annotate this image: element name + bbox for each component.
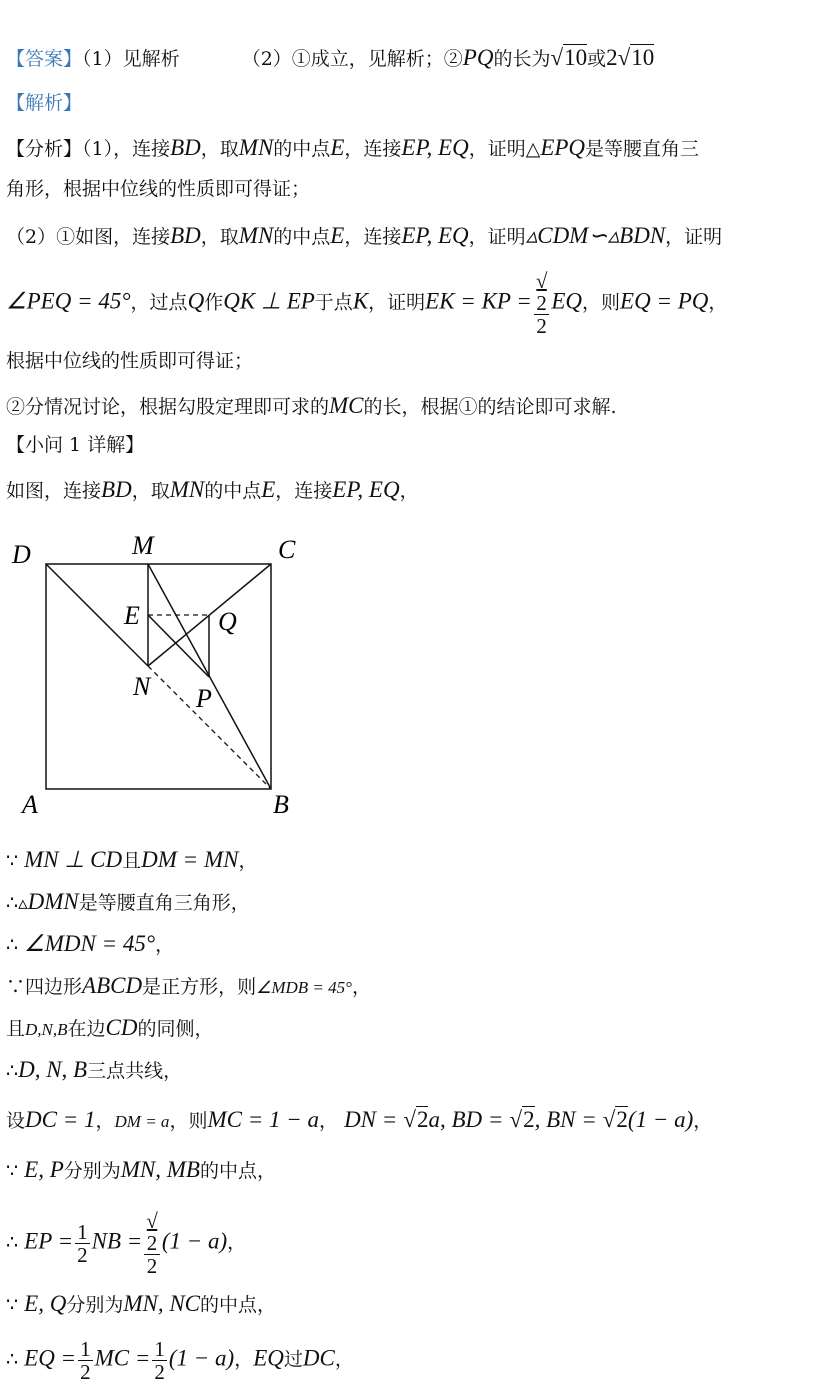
answer-line [6,44,654,72]
label-D: D [12,540,31,569]
segment-ep [148,615,209,677]
label-E: E [124,601,140,630]
intro-line: 如图，连接BD，取MN的中点E，连接EP, EQ， [6,477,419,502]
label-M: M [132,531,154,560]
label-Q: Q [218,607,237,636]
proof-line-10: ∵ E, Q分别为MN, NC的中点， [6,1291,277,1316]
fenxi-line-4: ∠PEQ = 45°，过点Q作QK ⊥ EP于点K，证明EK = KP = √ 2 2 EQ，则EQ = PQ， [6,269,728,339]
fenxi-line-3: （2）①如图，连接BD，取MN的中点E，连接EP, EQ，证明▵CDM∽▵BDN，证明 [6,223,723,248]
answer-coef: 2 [606,45,618,70]
answer-part2: （2）①成立，见解析；② [241,48,463,70]
label-A: A [22,790,38,819]
answer-tag: 【答案】 [6,48,83,70]
proof-line-7: 设DC = 1，DM = a，则MC = 1 − a， DN = √2a, BD = √2, BN = √2(1 − a)， [6,1107,713,1132]
proof-line-11: ∴ EQ = $\frac{1}{2}$ MC = $\frac{1}{2}$ (1 − a)，EQ过DC， [6,1337,354,1385]
fenxi-line-5: 根据中位线的性质即可得证； [6,350,254,372]
analysis-tag: 【解析】 [6,92,83,114]
proof-line-8: ∵ E, P分别为MN, MB的中点， [6,1157,276,1182]
proof-line-6: ∴D, N, B三点共线， [6,1057,183,1082]
label-P: P [196,684,212,713]
proof-line-2: ∴▵DMN是等腰直角三角形， [6,889,250,914]
answer-text: 的长为 [493,48,551,70]
answer-part1: （1）见解析 [82,48,180,70]
proof-line-5: 且D,N,B在边CD的同侧， [6,1015,214,1040]
fenxi-line-6: ②分情况讨论，根据勾股定理即可求的MC的长，根据①的结论即可求解. [6,393,617,418]
math-pq: PQ [462,45,494,70]
proof-line-1: ∵ MN ⊥ CD且DM = MN， [6,847,258,872]
frac-sqrt2-2: √ 2 2 [535,269,548,339]
label-C: C [278,535,296,564]
sqrt-10b: √10 [617,45,655,70]
answer-or: 或 [587,48,607,70]
sqrt-10: √10 [550,45,588,70]
geometry-figure [0,525,330,825]
proof-line-3: ∴ ∠MDN = 45°， [6,931,175,956]
fenxi-line-1: 【分析】（1），连接BD，取MN的中点E，连接EP, EQ，证明△EPQ是等腰直角三 [6,135,700,160]
q1-tag: 【小问 1 详解】 [6,434,145,456]
fenxi-line-2: 角形，根据中位线的性质即可得证； [6,178,311,200]
proof-line-4: ∵四边形ABCD是正方形，则∠MDB = 45°， [6,973,371,998]
label-B: B [273,790,289,819]
proof-line-9: ∴ EP = $\frac{1}{2}$ NB = √ 2 2 (1 − a)， [6,1209,247,1279]
label-N: N [133,672,151,701]
